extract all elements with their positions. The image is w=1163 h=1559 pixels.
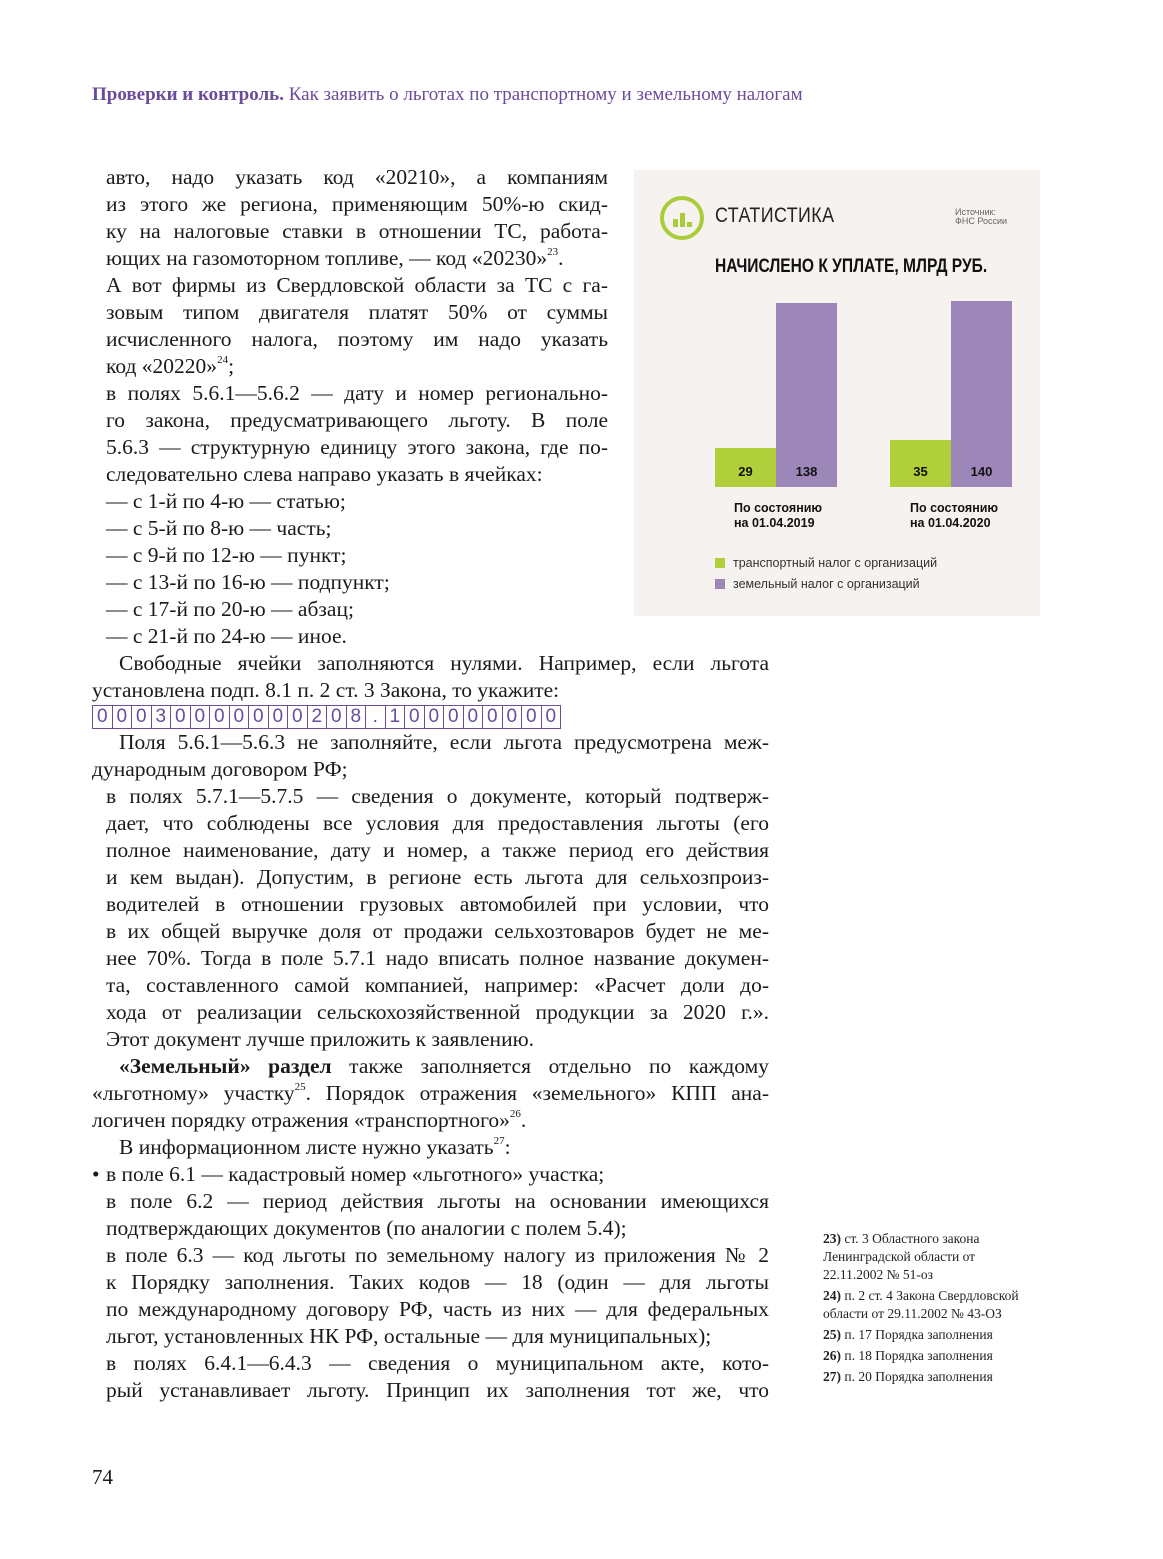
text-line (106, 810, 769, 837)
line-text: — с 1-й по 4-ю — статью; (106, 489, 346, 513)
footnote-ref[interactable]: 27 (493, 1135, 505, 1147)
text-line (106, 864, 769, 891)
line-text: Свободные ячейки заполняются нулями. Например, если льгота (119, 651, 769, 675)
text-line (106, 218, 608, 245)
code-cell: 0 (502, 705, 522, 729)
line-text: льгот, установленных НК РФ, остальные — для муниципальных); (106, 1324, 712, 1348)
text-line (119, 1053, 769, 1080)
text-line (92, 677, 769, 704)
code-cell: 1 (385, 705, 405, 729)
text-line (119, 1134, 769, 1161)
code-cell: 0 (131, 705, 151, 729)
text-line (106, 783, 769, 810)
line-text: из этого же региона, применяющим 50%-ю скид- (106, 192, 608, 216)
footnote: 27) п. 20 Порядка заполнения (823, 1369, 993, 1384)
line-text: рый устанавливает льготу. Принцип их заполнения тот же, что (106, 1378, 769, 1402)
text-line (106, 1161, 769, 1188)
line-text: А вот фирмы из Свердловской области за ТС с га- (106, 273, 608, 297)
text-line (106, 1215, 769, 1242)
line-text: 5.6.3 — структурную единицу этого закона, где по- (106, 435, 608, 459)
line-text: к Порядку заполнения. Таких кодов — 18 (один — для льготы (106, 1270, 769, 1294)
text-line (106, 272, 608, 299)
line-text: по международному договору РФ, часть из них — для федеральных (106, 1297, 769, 1321)
line-text: — с 9-й по 12-ю — пункт; (106, 543, 347, 567)
code-cell: 0 (112, 705, 132, 729)
bar-chart-icon (660, 196, 704, 240)
line-text: и кем выдан). Допустим, в регионе есть льгота для сельхозпроиз- (106, 865, 769, 889)
code-cell: 0 (287, 705, 307, 729)
code-cell: 0 (482, 705, 502, 729)
text-line (92, 1080, 769, 1107)
group-label-2019: По состоянию на 01.04.2019 (734, 501, 823, 530)
text-line (106, 1269, 769, 1296)
text-line (119, 650, 769, 677)
text-line (119, 729, 769, 756)
bar-value-label: 138 (795, 463, 818, 479)
line-text: го закона, предусматривающего льготу. В поле (106, 408, 608, 432)
line-text: в полях 5.6.1—5.6.2 — дату и номер регионально- (106, 381, 608, 405)
bar-value-label: 29 (738, 463, 753, 479)
line-text: авто, надо указать код «20210», а компаниям (106, 165, 608, 189)
footnote: 24) п. 2 ст. 4 Закона Свердловской области от 29.11.2002 № 43-ОЗ (823, 1288, 1019, 1321)
text-line (106, 326, 608, 353)
line-text: водителей в отношении грузовых автомобилей при условии, что (106, 892, 769, 916)
text-line (106, 1188, 769, 1215)
code-cell: 0 (424, 705, 444, 729)
line-text: — с 21-й по 24-ю — иное. (106, 624, 347, 648)
text-line (92, 1107, 769, 1134)
text-line (106, 299, 608, 326)
text-line (106, 380, 608, 407)
code-cell: . (365, 705, 385, 729)
text-line (106, 407, 608, 434)
code-cell: 2 (307, 705, 327, 729)
code-cell: 8 (346, 705, 366, 729)
bar-land-1 (951, 301, 1012, 487)
code-cell: 0 (326, 705, 346, 729)
line-text: подтверждающих документов (по аналогии с полем 5.4); (106, 1216, 627, 1240)
footnote: 26) п. 18 Порядка заполнения (823, 1348, 993, 1363)
section-title: Проверки и контроль. (92, 84, 284, 105)
line-text-tail: . (520, 1108, 527, 1132)
line-text: в полях 6.4.1—6.4.3 — сведения о муниципальном акте, кото- (106, 1351, 769, 1375)
line-text: следовательно слева направо указать в ячейках: (106, 462, 543, 486)
stat-source: Источник: ФНС России (955, 207, 1008, 226)
text-line (106, 1242, 769, 1269)
code-cell: 0 (541, 705, 562, 729)
bar-transport-0 (715, 448, 776, 487)
legend-transport: транспортный налог с организаций (715, 556, 937, 570)
code-cell: 0 (268, 705, 288, 729)
line-text: Этот документ лучше приложить к заявлению. (106, 1027, 535, 1051)
text-line (106, 1026, 769, 1053)
line-text-tail: . (558, 246, 564, 270)
article-title: Как заявить о льготах по транспортному и земельному налогам (288, 84, 803, 105)
text-line (106, 1296, 769, 1323)
line-text: установлена подп. 8.1 п. 2 ст. 3 Закона, то укажите: (92, 678, 560, 702)
line-text-tail: ; (228, 354, 235, 378)
page-number: 74 (92, 1465, 113, 1489)
code-cell: 0 (521, 705, 541, 729)
text-line (106, 891, 769, 918)
code-cell: 0 (443, 705, 463, 729)
text-line (106, 434, 608, 461)
line-text: — с 13-й по 16-ю — подпункт; (106, 570, 390, 594)
line-text: та, составленного самой компанией, например: «Расчет доли до- (106, 973, 769, 997)
text-line (106, 918, 769, 945)
benefit-code-cells (92, 705, 769, 729)
code-cell: 3 (151, 705, 171, 729)
code-cell: 0 (190, 705, 210, 729)
footnotes (823, 1230, 1038, 1389)
line-text: в поле 6.1 — кадастровый номер «льготного» участка; (106, 1162, 605, 1186)
code-cell: 0 (404, 705, 424, 729)
line-text: также заполняется отдельно по каждому (331, 1054, 769, 1078)
line-text: «льготному» участку (92, 1081, 295, 1105)
line-text: хода от реализации сельскохозяйственной продукции за 2020 г.». (106, 1000, 769, 1024)
code-cell: 0 (92, 705, 112, 729)
text-line (106, 972, 769, 999)
line-text: полное наименование, дату и номер, а также период его действия (106, 838, 769, 862)
line-text: В информационном листе нужно указать (119, 1135, 494, 1159)
line-text-tail: : (504, 1135, 511, 1159)
line-text: в их общей выручке доля от продажи сельхозтоваров будет не ме- (106, 919, 769, 943)
group-label-2020: По состоянию на 01.04.2020 (910, 501, 999, 530)
footnote: 23) ст. 3 Областного закона Ленинградской области от 22.11.2002 № 51-оз (823, 1231, 980, 1282)
line-text: ющих на газомоторном топливе, — код «20230» (106, 246, 548, 270)
line-text-tail: . Порядок отражения «земельного» КПП ана- (305, 1081, 769, 1105)
line-text: ку на налоговые ставки в отношении ТС, работа- (106, 219, 608, 243)
text-line (106, 1350, 769, 1377)
line-text: зовым типом двигателя платят 50% от суммы (106, 300, 608, 324)
line-text: в поле 6.2 — период действия льготы на основании имеющихся (106, 1189, 769, 1213)
line-text: исчисленного налога, поэтому им надо указать (106, 327, 608, 351)
line-text: Поля 5.6.1—5.6.3 не заполняйте, если льгота предусмотрена меж- (119, 730, 769, 754)
footnote-ref[interactable]: 24 (217, 354, 229, 366)
code-cell: 0 (229, 705, 249, 729)
line-text: логичен порядку отражения «транспортного» (92, 1108, 510, 1132)
text-line (106, 191, 608, 218)
line-text: в поле 6.3 — код льготы по земельному налогу из приложения № 2 (106, 1243, 769, 1267)
stat-title: СТАТИСТИКА (715, 204, 835, 227)
line-text: нее 70%. Тогда в поле 5.7.1 надо вписать полное название докумен- (106, 946, 769, 970)
code-cell: 0 (248, 705, 268, 729)
text-line (106, 1323, 769, 1350)
text-line (106, 1377, 769, 1404)
line-text: дународным договором РФ; (92, 757, 348, 781)
footnote: 25) п. 17 Порядка заполнения (823, 1327, 993, 1342)
bar-value-label: 140 (970, 463, 993, 479)
statistics-box (634, 170, 1040, 616)
line-text: — с 17-й по 20-ю — абзац; (106, 597, 354, 621)
code-cell: 0 (209, 705, 229, 729)
code-cell: 0 (170, 705, 190, 729)
line-text: в полях 5.7.1—5.7.5 — сведения о документе, который подтверж- (106, 784, 769, 808)
bar-transport-1 (890, 440, 951, 487)
text-line (106, 623, 769, 650)
code-cell: 0 (463, 705, 483, 729)
running-header (92, 84, 803, 106)
text-line (106, 837, 769, 864)
bar-value-label: 35 (913, 463, 928, 479)
line-text: дает, что соблюдены все условия для предоставления льготы (его (106, 811, 769, 835)
line-text: код «20220» (106, 354, 218, 378)
text-line (106, 164, 608, 191)
legend-land: земельный налог с организаций (715, 577, 920, 591)
text-line (92, 756, 769, 783)
bar-land-0 (776, 303, 837, 487)
footnote-ref[interactable]: 25 (294, 1081, 306, 1093)
footnote-ref[interactable]: 26 (509, 1108, 521, 1120)
text-line (106, 945, 769, 972)
text-line (106, 999, 769, 1026)
chart-heading: НАЧИСЛЕНО К УПЛАТЕ, МЛРД РУБ. (715, 256, 988, 277)
footnote-ref[interactable]: 23 (547, 246, 559, 258)
line-text: — с 5-й по 8-ю — часть; (106, 516, 332, 540)
bold-lead: «Земельный» раздел (119, 1054, 332, 1078)
